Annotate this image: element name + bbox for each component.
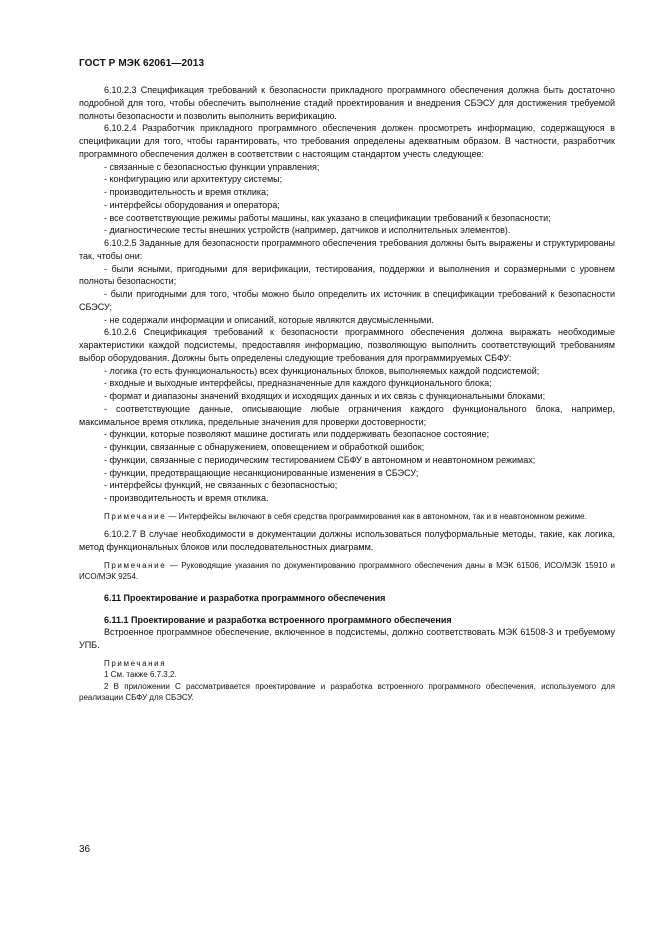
paragraph-6-10-2-6: 6.10.2.6 Спецификация требований к безопасности программного обеспечения должна выражать необходимые характеристики каждой подсистемы, предоставляя информацию, позволяющую выполнить соответствующий требованиям выбор оборудования. Должны быть определены следующие требования для программируемых СБФУ: xyxy=(79,327,615,363)
document-header: ГОСТ Р МЭК 62061—2013 xyxy=(79,58,205,69)
section-title-6-11: 6.11 Проектирование и разработка программного обеспечения xyxy=(104,592,386,603)
list-item: - функции, предотвращающие несанкционированные изменения в СБЭСУ; xyxy=(104,467,419,478)
section-title-6-11-1: 6.11.1 Проектирование и разработка встроенного программного обеспечения xyxy=(104,614,452,625)
document-body xyxy=(79,84,615,704)
list-item: - производительность и время отклика. xyxy=(104,493,269,503)
note-text: — Руководящие указания по документированию программного обеспечения даны в МЭК 61506, ИСО/МЭК 15910 и ИСО/МЭК 9254. xyxy=(79,560,615,582)
list-item: - конфигурацию или архитектуру системы; xyxy=(104,174,283,185)
note-1 xyxy=(79,511,615,523)
notes-label: Примечания xyxy=(104,658,167,668)
note-text: — Интерфейсы включают в себя средства программирования как в автономном, так и в неавтономном режиме. xyxy=(168,511,587,521)
list-item: - были пригодными для того, чтобы можно было определить их источник в спецификации требований к безопасности СБЭСУ; xyxy=(79,289,615,312)
list-item: - интерфейсы функций, не связанных с безопасностью; xyxy=(104,480,338,491)
paragraph-6-10-2-4: 6.10.2.4 Разработчик прикладного программного обеспечения должен просмотреть информацию, содержащуюся в спецификации для того, чтобы гарантировать, что требования определены адекватным образом. В частности, разработчик программного обеспечения должен в соответствии с настоящим стандартом учесть следующее: xyxy=(79,123,615,159)
paragraph-6-11-1: Встроенное программное обеспечение, включенное в подсистемы, должно соответствовать МЭК 61508-3 и требуемому УПБ. xyxy=(79,627,615,650)
notes-heading xyxy=(79,658,615,670)
note-item: 2 В приложении С рассматривается проектирование и разработка встроенного программного обеспечения, используемого для реализации СБФУ для СБЭСУ. xyxy=(79,681,615,703)
list-item: - формат и диапазоны значений входящих и исходящих данных и их связь с функциональными блоками; xyxy=(104,391,546,401)
list-item: - логика (то есть функциональность) всех функциональных блоков, выполняемых каждой подсистемой; xyxy=(104,365,540,376)
list-item: - функции, которые позволяют машине достигать или поддерживать безопасное состояние; xyxy=(104,429,490,440)
paragraph-6-10-2-7: 6.10.2.7 В случае необходимости в документации должны использоваться полуформальные методы, такие, как логика, метод функциональных блоков или последовательностных диаграмм. xyxy=(79,529,615,552)
list-item: - соответствующие данные, описывающие любые ограничения каждого функционального блока, например, максимальное время отклика, предельные значения для проверки достоверности; xyxy=(79,403,615,427)
note-item: 1 См. также 6.7.3.2. xyxy=(104,670,177,680)
list-item: - входные и выходные интерфейсы, предназначенные для каждого функционального блока; xyxy=(104,378,492,389)
list-item: - функции, связанные с обнаружением, оповещением и обработкой ошибок; xyxy=(104,442,425,452)
list-item: - интерфейсы оборудования и оператора; xyxy=(104,199,280,210)
list-item: - связанные с безопасностью функции управления; xyxy=(104,161,320,172)
note-2 xyxy=(79,560,615,583)
list-item: - не содержали информации и описаний, которые являются двусмысленными. xyxy=(104,314,434,325)
list-item: - функции, связанные с периодическим тестированием СБФУ в автономном и неавтономном режимах; xyxy=(104,454,536,465)
note-label: Примечание xyxy=(104,560,167,570)
page-number: 36 xyxy=(79,844,91,855)
list-item: - диагностические тесты внешних устройств (например, датчиков и исполнительных элементов). xyxy=(104,225,511,236)
list-item: - были ясными, пригодными для верификации, тестирования, поддержки и выполнения и соразмерными с уровнем полноты безопасности; xyxy=(79,263,615,287)
list-item: - все соответствующие режимы работы машины, как указано в спецификации требований к безопасности; xyxy=(104,212,551,223)
note-label: Примечание xyxy=(104,511,167,521)
list-item: - производительность и время отклика; xyxy=(104,187,269,197)
paragraph-6-10-2-3: 6.10.2.3 Спецификация требований к безопасности прикладного программного обеспечения должна быть достаточно подробной для того, чтобы обеспечить выполнение стадий проектирования и внедрения СБЭСУ для достижения требуемой полноты безопасности и позволить выполнить верификацию. xyxy=(79,85,615,121)
paragraph-6-10-2-5: 6.10.2.5 Заданные для безопасности программного обеспечения требования должны быть выражены и структурированы так, чтобы они: xyxy=(79,238,615,261)
